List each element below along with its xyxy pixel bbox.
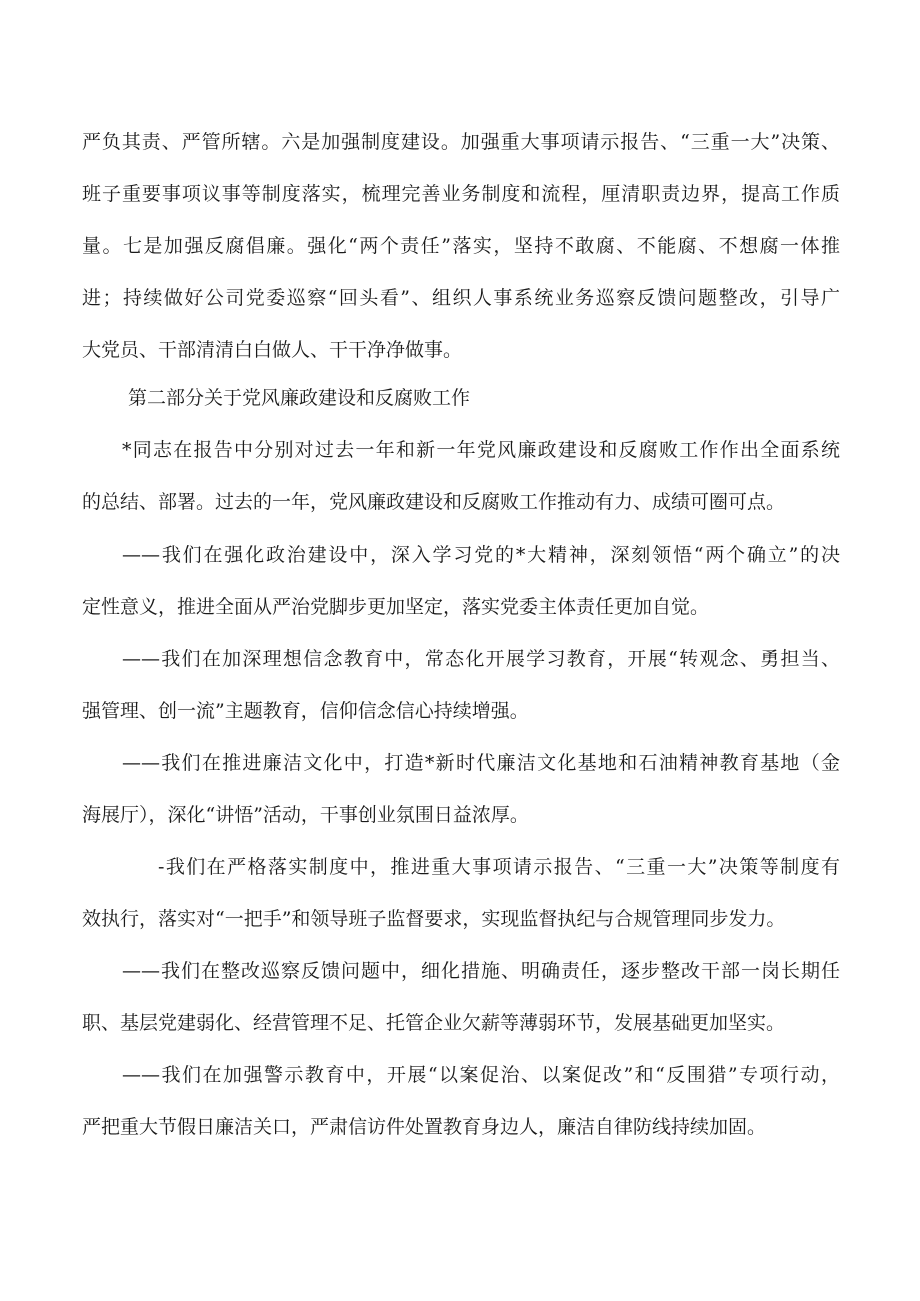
paragraph-line: 严把重大节假日廉洁关口，严肃信访件处置教育身边人，廉洁自律防线持续加固。 bbox=[82, 1116, 767, 1138]
paragraph-line: 效执行，落实对“一把手”和领导班子监督要求，实现监督执纪与合规管理同步发力。 bbox=[82, 908, 786, 930]
paragraph-line: ——我们在加深理想信念教育中，常态化开展学习教育，开展“转观念、勇担当、 bbox=[122, 648, 840, 670]
paragraph-line: 定性意义，推进全面从严治党脚步更加坚定，落实党委主体责任更加自觉。 bbox=[82, 596, 710, 618]
paragraph-line: 严负其责、严管所辖。六是加强制度建设。加强重大事项请示报告、“三重一大”决策、 bbox=[82, 131, 840, 153]
paragraph-line: ——我们在推进廉洁文化中，打造*新时代廉洁文化基地和石油精神教育基地（金 bbox=[122, 752, 840, 774]
paragraph-line: 职、基层党建弱化、经营管理不足、托管企业欠薪等薄弱环节，发展基础更加坚实。 bbox=[82, 1012, 786, 1034]
paragraph-line: ——我们在整改巡察反馈问题中，细化措施、明确责任，逐步整改干部一岗长期任 bbox=[122, 960, 840, 982]
paragraph-line: -我们在严格落实制度中，推进重大事项请示报告、“三重一大”决策等制度有 bbox=[158, 856, 840, 878]
paragraph-line: 海展厅），深化“讲悟”活动，干事创业氛围日益浓厚。 bbox=[82, 804, 529, 826]
paragraph-line: 的总结、部署。过去的一年，党风廉政建设和反腐败工作推动有力、成绩可圈可点。 bbox=[82, 491, 786, 513]
paragraph-line: ——我们在加强警示教育中，开展“以案促治、以案促改”和“反围猎”专项行动， bbox=[122, 1064, 840, 1086]
paragraph-line: 班子重要事项议事等制度落实，梳理完善业务制度和流程，厘清职责边界，提高工作质 bbox=[82, 183, 840, 205]
paragraph-line: 强管理、创一流”主题教育，信仰信念信心持续增强。 bbox=[82, 700, 529, 722]
paragraph-line: 量。七是加强反腐倡廉。强化“两个责任”落实，坚持不敢腐、不能腐、不想腐一体推 bbox=[82, 235, 840, 257]
paragraph-line: *同志在报告中分别对过去一年和新一年党风廉政建设和反腐败工作作出全面系统 bbox=[122, 439, 840, 461]
paragraph-line: ——我们在强化政治建设中，深入学习党的*大精神，深刻领悟“两个确立”的决 bbox=[122, 544, 840, 566]
section-heading: 第二部分关于党风廉政建设和反腐败工作 bbox=[128, 387, 471, 409]
paragraph-line: 大党员、干部清清白白做人、干干净净做事。 bbox=[82, 339, 463, 361]
paragraph-line: 进；持续做好公司党委巡察“回头看”、组织人事系统业务巡察反馈问题整改，引导广 bbox=[82, 287, 840, 309]
